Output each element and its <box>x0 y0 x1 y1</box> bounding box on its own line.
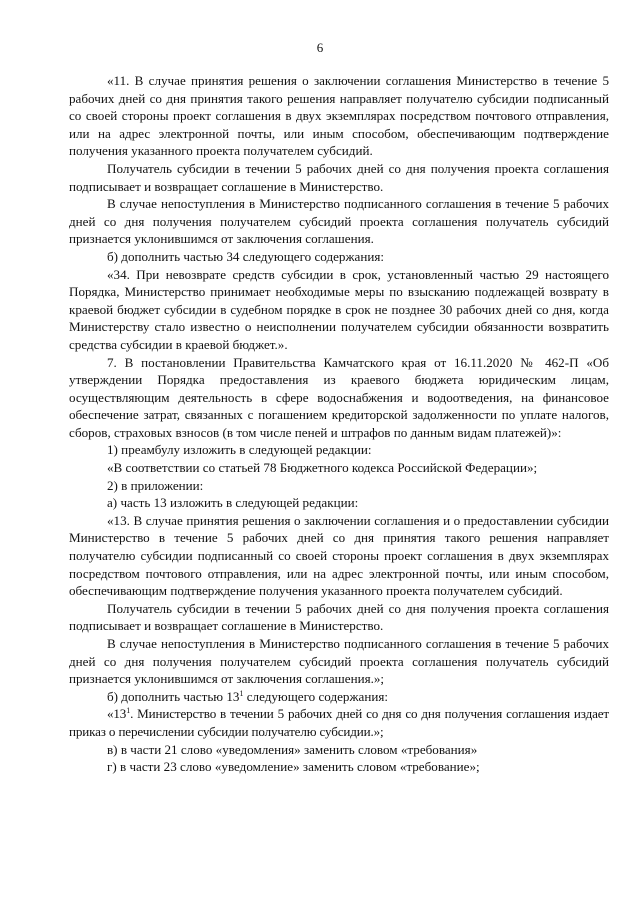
text-segment: б) дополнить частью 13 <box>107 688 240 704</box>
paragraph: в) в части 21 слово «уведомления» заменить словом «требования» <box>107 741 478 757</box>
text-segment: «13 <box>107 706 127 722</box>
paragraph: 1) преамбулу изложить в следующей редакции: <box>107 442 372 458</box>
page-number: 6 <box>316 40 324 55</box>
paragraph: В случае непоступления в Министерство подписанного соглашения в течение 5 рабочих дней со дня получения получателем субсидий проекта соглашения получатель субсидий признается уклонившимся от заключения соглашения.»; <box>69 636 609 687</box>
paragraph: «11. В случае принятия решения о заключении соглашения Министерство в течение 5 рабочих дней со дня принятия такого решения направляет получателю субсидии подписанный со своей стороны проект соглашения в двух экземплярах посредством почтового отправления, или на адрес электронной почты, или иным способом, обеспечивающим подтверждение получения указанного проекта получателем субсидий. <box>69 73 609 159</box>
paragraph: а) часть 13 изложить в следующей редакции: <box>107 495 359 511</box>
paragraph: 7. В постановлении Правительства Камчатского края от 16.11.2020 № 462-П «Об утверждении Порядка предоставления из краевого бюджета юридическим лицам, осуществляющим деятельность в сфере водоснабжения и водоотведения, на финансовое обеспечение затрат, связанных с погашением кредиторской задолженности по уплате налогов, сборов, страховых взносов (в том числе пеней и штрафов по данным видам платежей)»: <box>69 354 609 440</box>
superscript: 1 <box>239 688 244 698</box>
paragraph: 2) в приложении: <box>107 477 204 493</box>
paragraph: Получатель субсидии в течении 5 рабочих дней со дня получения проекта соглашения подписывает и возвращает соглашение в Министерство. <box>69 160 609 194</box>
paragraph: г) в части 23 слово «уведомление» заменить словом «требование»; <box>107 759 480 775</box>
paragraph: В случае непоступления в Министерство подписанного соглашения в течение 5 рабочих дней со дня получения получателем субсидий проекта соглашения получатель субсидий признается уклонившимся от заключения соглашения. <box>69 196 609 247</box>
paragraph: Получатель субсидии в течении 5 рабочих дней со дня получения проекта соглашения подписывает и возвращает соглашение в Министерство. <box>69 600 609 634</box>
paragraph-with-superscript <box>69 705 609 740</box>
superscript: 1 <box>126 706 131 716</box>
document-body <box>69 72 609 776</box>
text-segment: . Министерство в течении 5 рабочих дней со дня со дня получения соглашения издает приказ о перечислении субсидии получателю субсидии.»; <box>69 706 609 739</box>
paragraph: б) дополнить частью 34 следующего содержания: <box>107 248 384 264</box>
paragraph: «В соответствии со статьей 78 Бюджетного кодекса Российской Федерации»; <box>107 460 538 476</box>
paragraph: «13. В случае принятия решения о заключении соглашения и о предоставлении субсидии Министерство в течение 5 рабочих дней со дня принятия такого решения направляет получателю субсидии подписанный со своей стороны проект соглашения в двух экземплярах посредством почтового отправления, или на адрес электронной почты, или иным способом, обеспечивающим подтверждение получения указанного проекта получателем субсидий. <box>69 512 609 599</box>
text-segment: следующего содержания: <box>243 688 388 704</box>
paragraph-with-superscript <box>69 688 609 706</box>
paragraph: «34. При невозврате средств субсидии в срок, установленный частью 29 настоящего Порядка, Министерство принимает необходимые меры по взысканию подлежащей возврату в краевой бюджет субсидии в судебном порядке в срок не позднее 30 рабочих дней со дня, когда Министерству стало известно о неисполнении получателем субсидии обязанности возвратить средства субсидии в краевой бюджет.». <box>69 266 609 352</box>
